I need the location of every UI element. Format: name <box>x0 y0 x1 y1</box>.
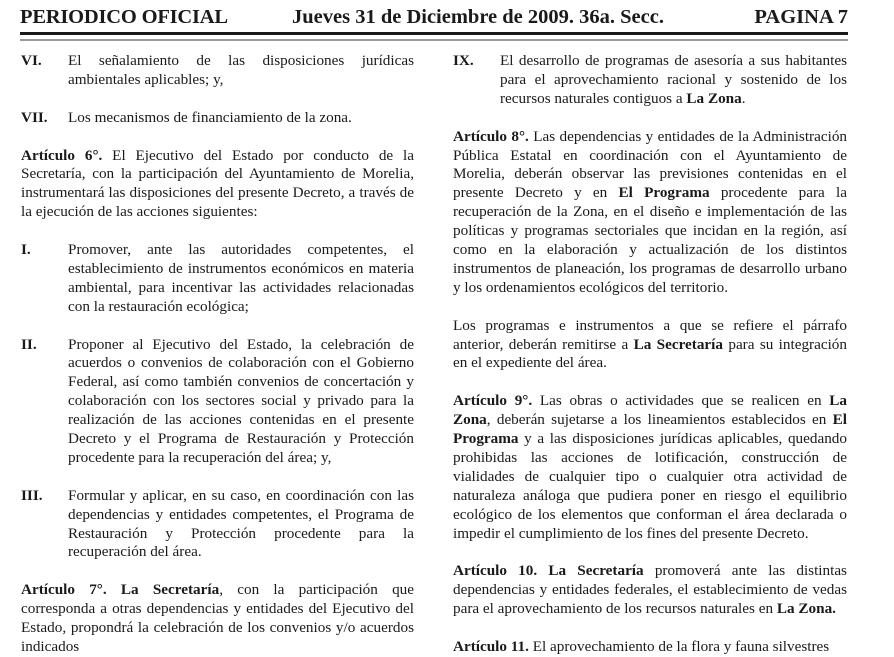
item-number: III. <box>21 486 43 504</box>
page-header <box>20 6 848 30</box>
bold-term: La Secretaría <box>106 581 220 599</box>
article-8-paragraph-2 <box>453 317 847 374</box>
item-text: Formular y aplicar, en su caso, en coordinación con las dependencias y entidades competentes, el Programa de Restauración y Protección procedente para la recuperación del área. <box>68 486 414 561</box>
item-number: I. <box>21 241 31 259</box>
article-label: Artículo 9°. <box>453 392 533 410</box>
item-text: Promover, ante las autoridades competentes, el establecimiento de instrumentos económicos en materia ambiental, para incentivar las actividades relacionadas con la restauración ecológica; <box>68 241 414 315</box>
item-text: El señalamiento de las disposiciones jurídicas ambientales aplicables; y, <box>68 52 414 88</box>
article-text: Las dependencias y entidades de la Administración Pública Estatal en coordinación con el Ayuntamiento de Morelia, deberán observar las previsiones contenidas en el presente Decreto y en <box>453 127 848 202</box>
bold-term: La Zona. <box>776 600 836 618</box>
article-label: Artículo 7°. <box>21 581 107 599</box>
article-text: , deberán sujetarse a los lineamientos establecidos en <box>486 411 833 429</box>
list-item-ii <box>21 336 414 468</box>
article-text: Los programas e instrumentos a que se refiere el párrafo anterior, deberán remitirse a <box>453 316 847 353</box>
article-label: Artículo 8°. <box>453 127 529 145</box>
article-text: El Ejecutivo del Estado por conducto de la Secretaría, con la participación del Ayuntamiento de Morelia, instrumentará las disposiciones del presente Decreto, a través de la ejecución de las acciones siguientes: <box>21 146 414 221</box>
left-column <box>21 52 414 657</box>
article-text: y a las disposiciones jurídicas aplicables, quedando prohibidas las acciones de lotificación, construcción de vialidades de cualquier tipo o cualquier otra actividad de naturaleza análoga que pudiera poner en riesgo el equilibrio ecológico de los elementos que conforman el área declarada o impedir el cumplimiento de los fines del presente Decreto. <box>453 430 847 542</box>
article-6 <box>21 147 414 223</box>
list-item-iii <box>21 487 414 563</box>
article-label: Artículo 11. <box>453 638 529 656</box>
bold-term: La Secretaría <box>537 562 644 580</box>
article-text: para su integración en el expediente del área. <box>453 335 847 372</box>
header-rule-thin <box>20 39 848 41</box>
list-item-vi <box>21 52 414 90</box>
article-text: Las obras o actividades que se realicen en <box>532 392 830 410</box>
bold-term: La Zona <box>453 392 848 429</box>
header-rule-thick <box>20 32 848 35</box>
article-label: Artículo 6°. <box>21 146 103 164</box>
item-text-end: . <box>741 89 746 107</box>
article-text: procedente para la recuperación de la Zona, en el diseño e implementación de las políticas y programas sectoriales que incidan en la región, así como en la elaboración y actualización de los distintos instrumentos de planeación, los programas de desarrollo urbano y los ordenamientos ecológicos del territorio. <box>453 184 847 296</box>
article-text: El aprovechamiento de la flora y fauna silvestres <box>528 638 830 656</box>
article-10 <box>453 562 847 619</box>
article-text: promoverá ante las distintas dependencias y entidades federales, el establecimiento de vedas para el aprovechamiento de los recursos naturales en <box>453 562 847 618</box>
item-number: II. <box>21 335 37 353</box>
item-number: VII. <box>21 108 48 126</box>
item-number: IX. <box>453 52 474 69</box>
item-text: El desarrollo de programas de asesoría a sus habitantes para el aprovechamiento racional y sostenido de los recursos naturales contiguos a <box>500 52 847 107</box>
bold-term: El Programa <box>618 184 710 202</box>
bold-term: El Programa <box>453 411 847 448</box>
list-item-vii <box>21 109 414 128</box>
list-item-i <box>21 241 414 317</box>
article-11 <box>453 638 847 657</box>
issue-date-section: Jueves 31 de Diciembre de 2009. 36a. Secc. <box>292 6 664 28</box>
bold-term: La Secretaría <box>633 335 723 353</box>
page-number: PAGINA 7 <box>754 6 848 28</box>
article-7 <box>21 581 414 657</box>
article-9 <box>453 392 847 543</box>
item-number: VI. <box>21 52 42 69</box>
article-8 <box>453 128 847 298</box>
article-text: , con la participación que corresponda a otras dependencias y entidades del Ejecutivo del Estado, propondrá la celebración de los convenios y/o acuerdos indicados <box>21 581 415 655</box>
right-column <box>453 52 847 657</box>
bold-term: La Zona <box>686 89 742 107</box>
publication-title: PERIODICO OFICIAL <box>20 6 228 28</box>
item-text: Los mecanismos de financiamiento de la zona. <box>68 108 352 126</box>
article-label: Artículo 10. <box>453 562 538 580</box>
item-text: Proponer al Ejecutivo del Estado, la celebración de acuerdos o convenios de colaboración con el Gobierno Federal, así como también convenios de concertación y colaboración con los sectores social y privado para la realización de las acciones contenidas en el presente Decreto y el Programa de Restauración y Protección procedente para la recuperación del área; y, <box>68 335 414 466</box>
list-item-ix <box>453 52 847 109</box>
